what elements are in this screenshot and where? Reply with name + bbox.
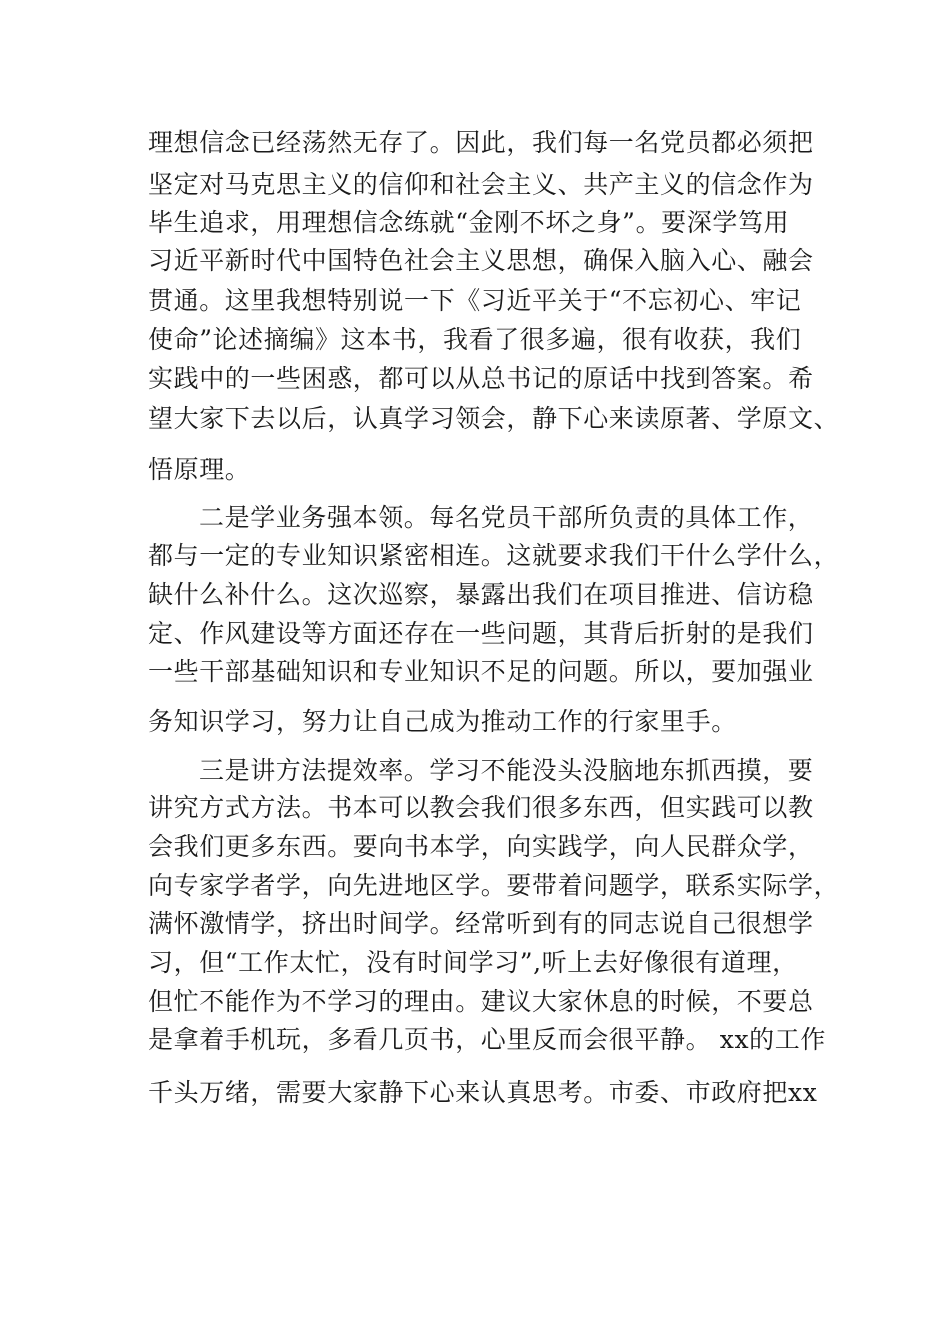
text-line: 望大家下去以后，认真学习领会，静下心来读原著、学原文、 [148,404,840,433]
paragraph-start-line: 二是学业务强本领。每名党员干部所负责的具体工作， [199,503,814,532]
paragraph-start-line: 三是讲方法提效率。学习不能没头没脑地东抓西摸，要 [199,756,814,785]
text-line: 理想信念已经荡然无存了。因此，我们每一名党员都必须把 [148,128,814,157]
text-line: 务知识学习，努力让自己成为推动工作的行家里手。 [148,707,737,736]
text-line: 向专家学者学，向先进地区学。要带着问题学，联系实际学， [148,871,840,900]
text-line: 贯通。这里我想特别说一下《习近平关于“不忘初心、牢记 [148,286,802,315]
text-line: 但忙不能作为不学习的理由。建议大家休息的时候，不要总 [148,987,814,1016]
text-line: 满怀激情学，挤出时间学。经常听到有的同志说自己很想学 [148,909,814,938]
text-line: 坚定对马克思主义的信仰和社会主义、共产主义的信念作为 [148,170,814,199]
text-line: 习近平新时代中国特色社会主义思想，确保入脑入心、融会 [148,246,814,275]
text-line: 习，但“工作太忙，没有时间学习”,听上去好像很有道理， [148,948,798,977]
text-line: 都与一定的专业知识紧密相连。这就要求我们干什么学什么， [148,541,840,570]
text-line: 千头万绪，需要大家静下心来认真思考。市委、市政府把xx [148,1078,818,1107]
text-line: 悟原理。 [148,455,251,484]
text-line: 会我们更多东西。要向书本学，向实践学，向人民群众学， [148,832,814,861]
text-line: 一些干部基础知识和专业知识不足的问题。所以，要加强业 [148,657,814,686]
text-line: 实践中的一些困惑，都可以从总书记的原话中找到答案。希 [148,364,814,393]
text-line: 缺什么补什么。这次巡察，暴露出我们在项目推进、信访稳 [148,580,814,609]
text-line: 定、作风建设等方面还存在一些问题，其背后折射的是我们 [148,619,814,648]
text-line: 是拿着手机玩，多看几页书，心里反而会很平静。 xx的工作 [148,1025,826,1054]
text-line: 使命”论述摘编》这本书，我看了很多遍，很有收获，我们 [148,325,802,354]
text-line: 讲究方式方法。书本可以教会我们很多东西，但实践可以教 [148,793,814,822]
text-line: 毕生追求，用理想信念练就“金刚不坏之身”。要深学笃用 [148,208,790,237]
